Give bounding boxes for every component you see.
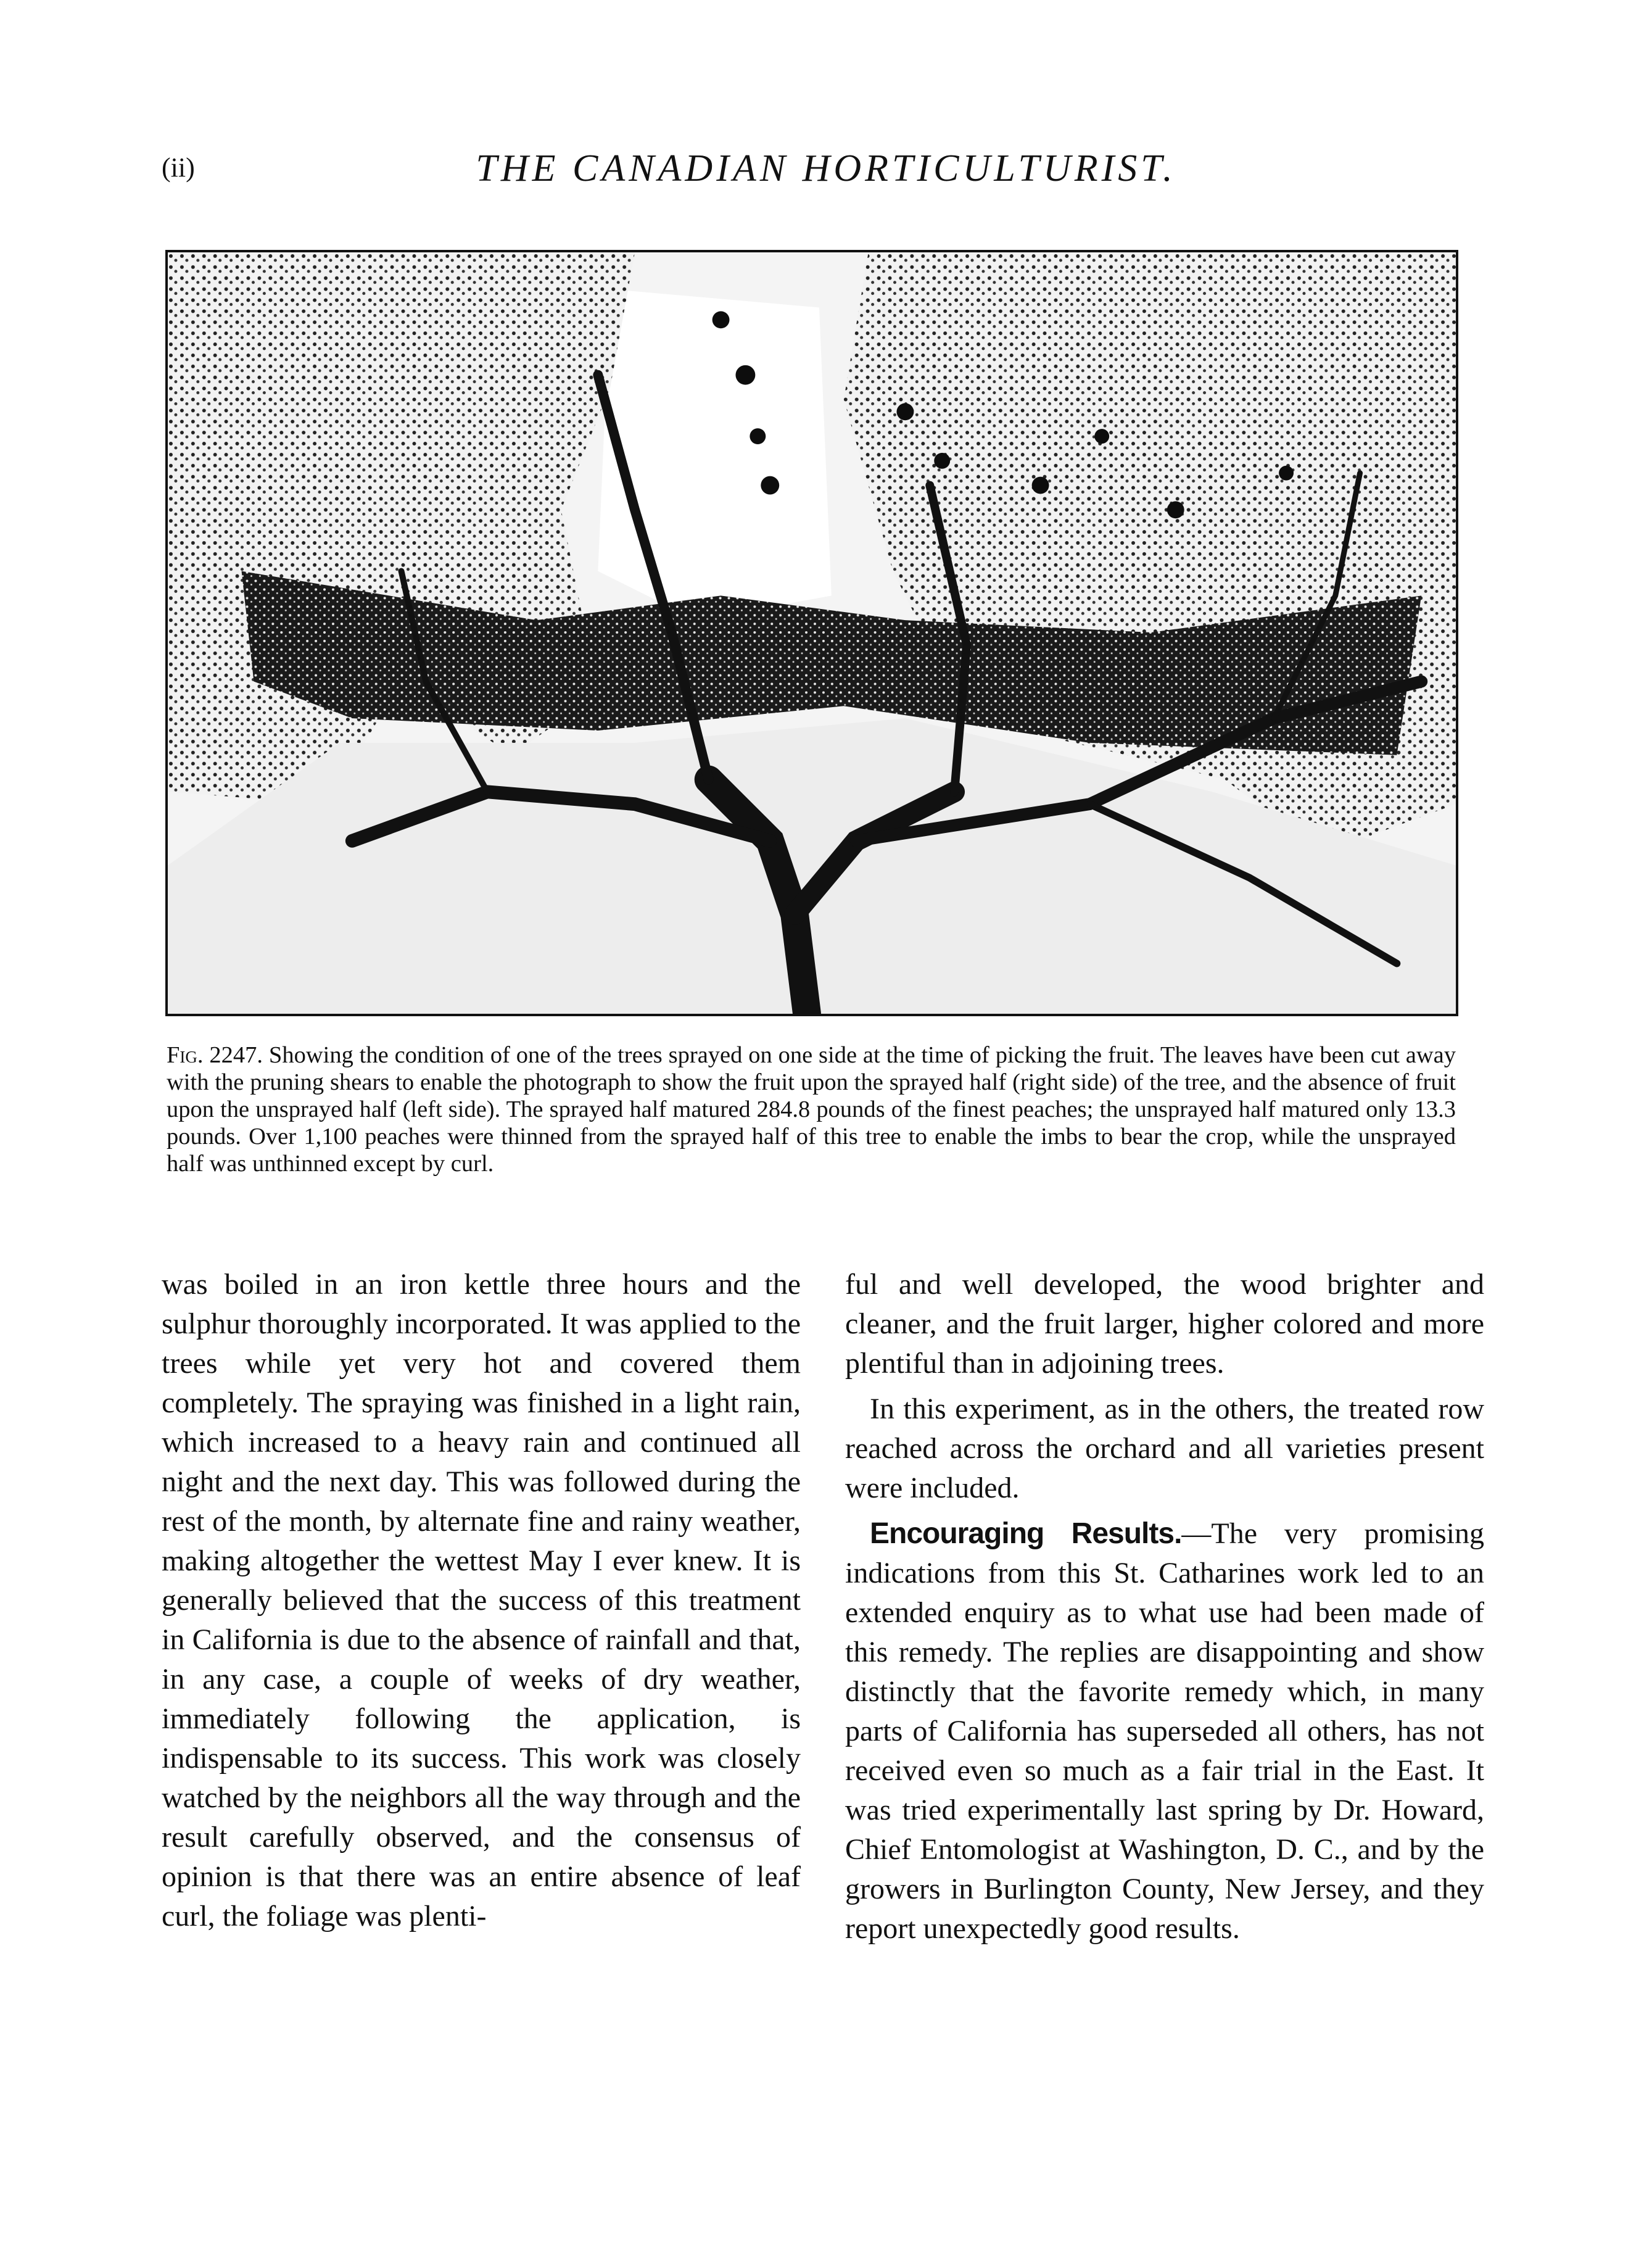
section-text: —The very promising indications from this St. Catharines work led to an extended enquiry as to what use had been made of this remedy. The replies are disappointing and show distinctly that the favorite remedy which, in many parts of California has superseded all others, has not received even so much as a fair trial in the East. It was tried experimentally last spring by Dr. Howard, Chief Entomologist at Washington, D. C., and by the growers in Burlington County, New Jersey, and they report unexpectedly good results.: [845, 1517, 1484, 1945]
body-paragraph: ful and well developed, the wood brighter and cleaner, and the fruit larger, higher colored and more plentiful than in adjoining trees.: [845, 1268, 1484, 1380]
body-paragraph: [845, 1514, 1484, 1949]
section-heading: Encouraging Results.: [870, 1517, 1182, 1550]
running-title: THE CANADIAN HORTICULTURIST.: [476, 147, 1176, 189]
page-number: (ii): [162, 152, 195, 183]
body-paragraph: was boiled in an iron kettle three hours and the sulphur thoroughly incorporated. It was applied to the trees while yet very hot and covered them completely. The spraying was finished in a light rain, which increased to a heavy rain and continued all night and the next day. This was followed during the rest of the month, by alternate fine and rainy weather, making altogether the wettest May I ever knew. It is generally believed that the success of this treatment in California is due to the absence of rainfall and that, in any case, a couple of weeks of dry weather, immediately following the application, is indispensable to its success. This work was closely watched by the neighbors all the way through and the result carefully observed, and the consensus of opinion is that there was an entire absence of leaf curl, the foliage was plenti-: [162, 1268, 801, 1932]
column-right: [845, 1265, 1484, 1949]
body-paragraph: In this experiment, as in the others, the treated row reached across the orchard and all varieties present were included.: [845, 1393, 1484, 1504]
column-left: [162, 1265, 801, 1936]
figure-photograph: [165, 250, 1458, 1016]
page-header: [0, 147, 1652, 196]
figure-caption-text: Showing the condition of one of the trees sprayed on one side at the time of picking the fruit. The leaves have been cut away with the pruning shears to enable the photograph to show the fruit upon the sprayed half (right side) of the tree, and the absence of fruit upon the unsprayed half (left side). The sprayed half matured 284.8 pounds of the finest peaches; the unsprayed half matured only 13.3 pounds. Over 1,100 peaches were thinned from the sprayed half of this tree to enable the imbs to bear the crop, while the unsprayed half was unthinned except by curl.: [167, 1042, 1456, 1177]
tree-photo-illustration: [168, 252, 1456, 1014]
figure-label: Fig. 2247.: [167, 1042, 263, 1068]
figure-caption: [167, 1042, 1456, 1177]
